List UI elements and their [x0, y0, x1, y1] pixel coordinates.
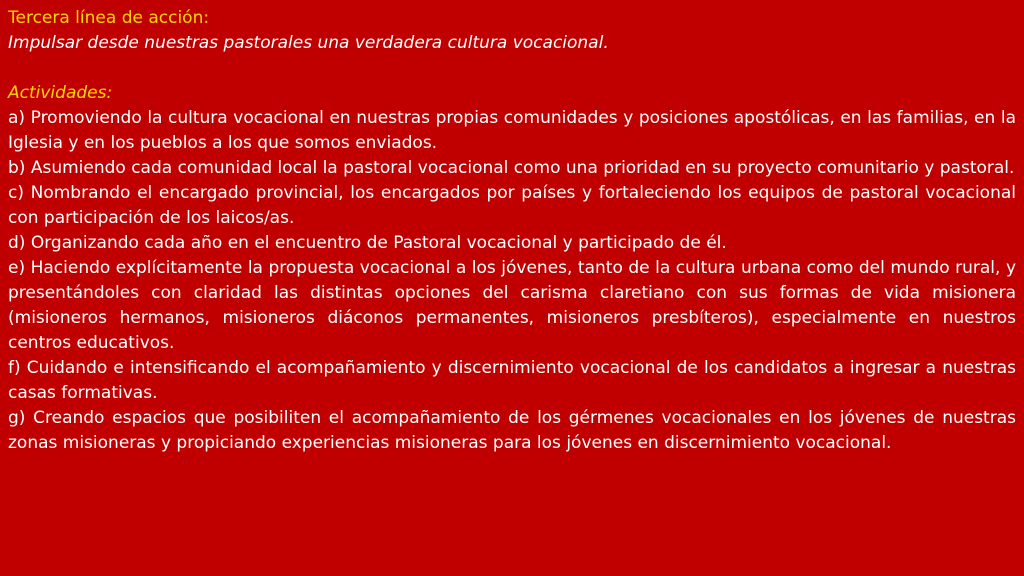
- activity-item-b: b) Asumiendo cada comunidad local la pastoral vocacional como una prioridad en su proyecto comunitario y pastoral.: [8, 158, 1015, 178]
- activity-item-f: f) Cuidando e intensificando el acompañamiento y discernimiento vocacional de los candidatos a ingresar a nuestras casas formativas.: [8, 358, 1016, 403]
- slide-title: Tercera línea de acción:: [8, 8, 210, 28]
- activity-item-a: a) Promoviendo la cultura vocacional en nuestras propias comunidades y posiciones apostólicas, en las familias, en la Iglesia y en los pueblos a los que somos enviados.: [8, 108, 1016, 153]
- activity-item-d: d) Organizando cada año en el encuentro de Pastoral vocacional y participado de él.: [8, 233, 727, 253]
- activity-item-c: c) Nombrando el encargado provincial, los encargados por países y fortaleciendo los equipos de pastoral vocacional con participación de los laicos/as.: [8, 183, 1016, 228]
- activities-list: [8, 106, 1016, 456]
- slide-subtitle: Impulsar desde nuestras pastorales una verdadera cultura vocacional.: [8, 33, 609, 53]
- activity-item-g: g) Creando espacios que posibiliten el acompañamiento de los gérmenes vocacionales en los jóvenes de nuestras zonas misioneras y propiciando experiencias misioneras para los jóvenes en discernimiento vocacional.: [8, 408, 1016, 453]
- activities-heading: Actividades:: [8, 83, 113, 103]
- activity-item-e: e) Haciendo explícitamente la propuesta vocacional a los jóvenes, tanto de la cultura urbana como del mundo rural, y presentándoles con claridad las distintas opciones del carisma claretiano con sus formas de vida misionera (misioneros hermanos, misioneros diáconos permanentes, misioneros presbíteros), especialmente en nuestros centros educativos.: [8, 258, 1016, 353]
